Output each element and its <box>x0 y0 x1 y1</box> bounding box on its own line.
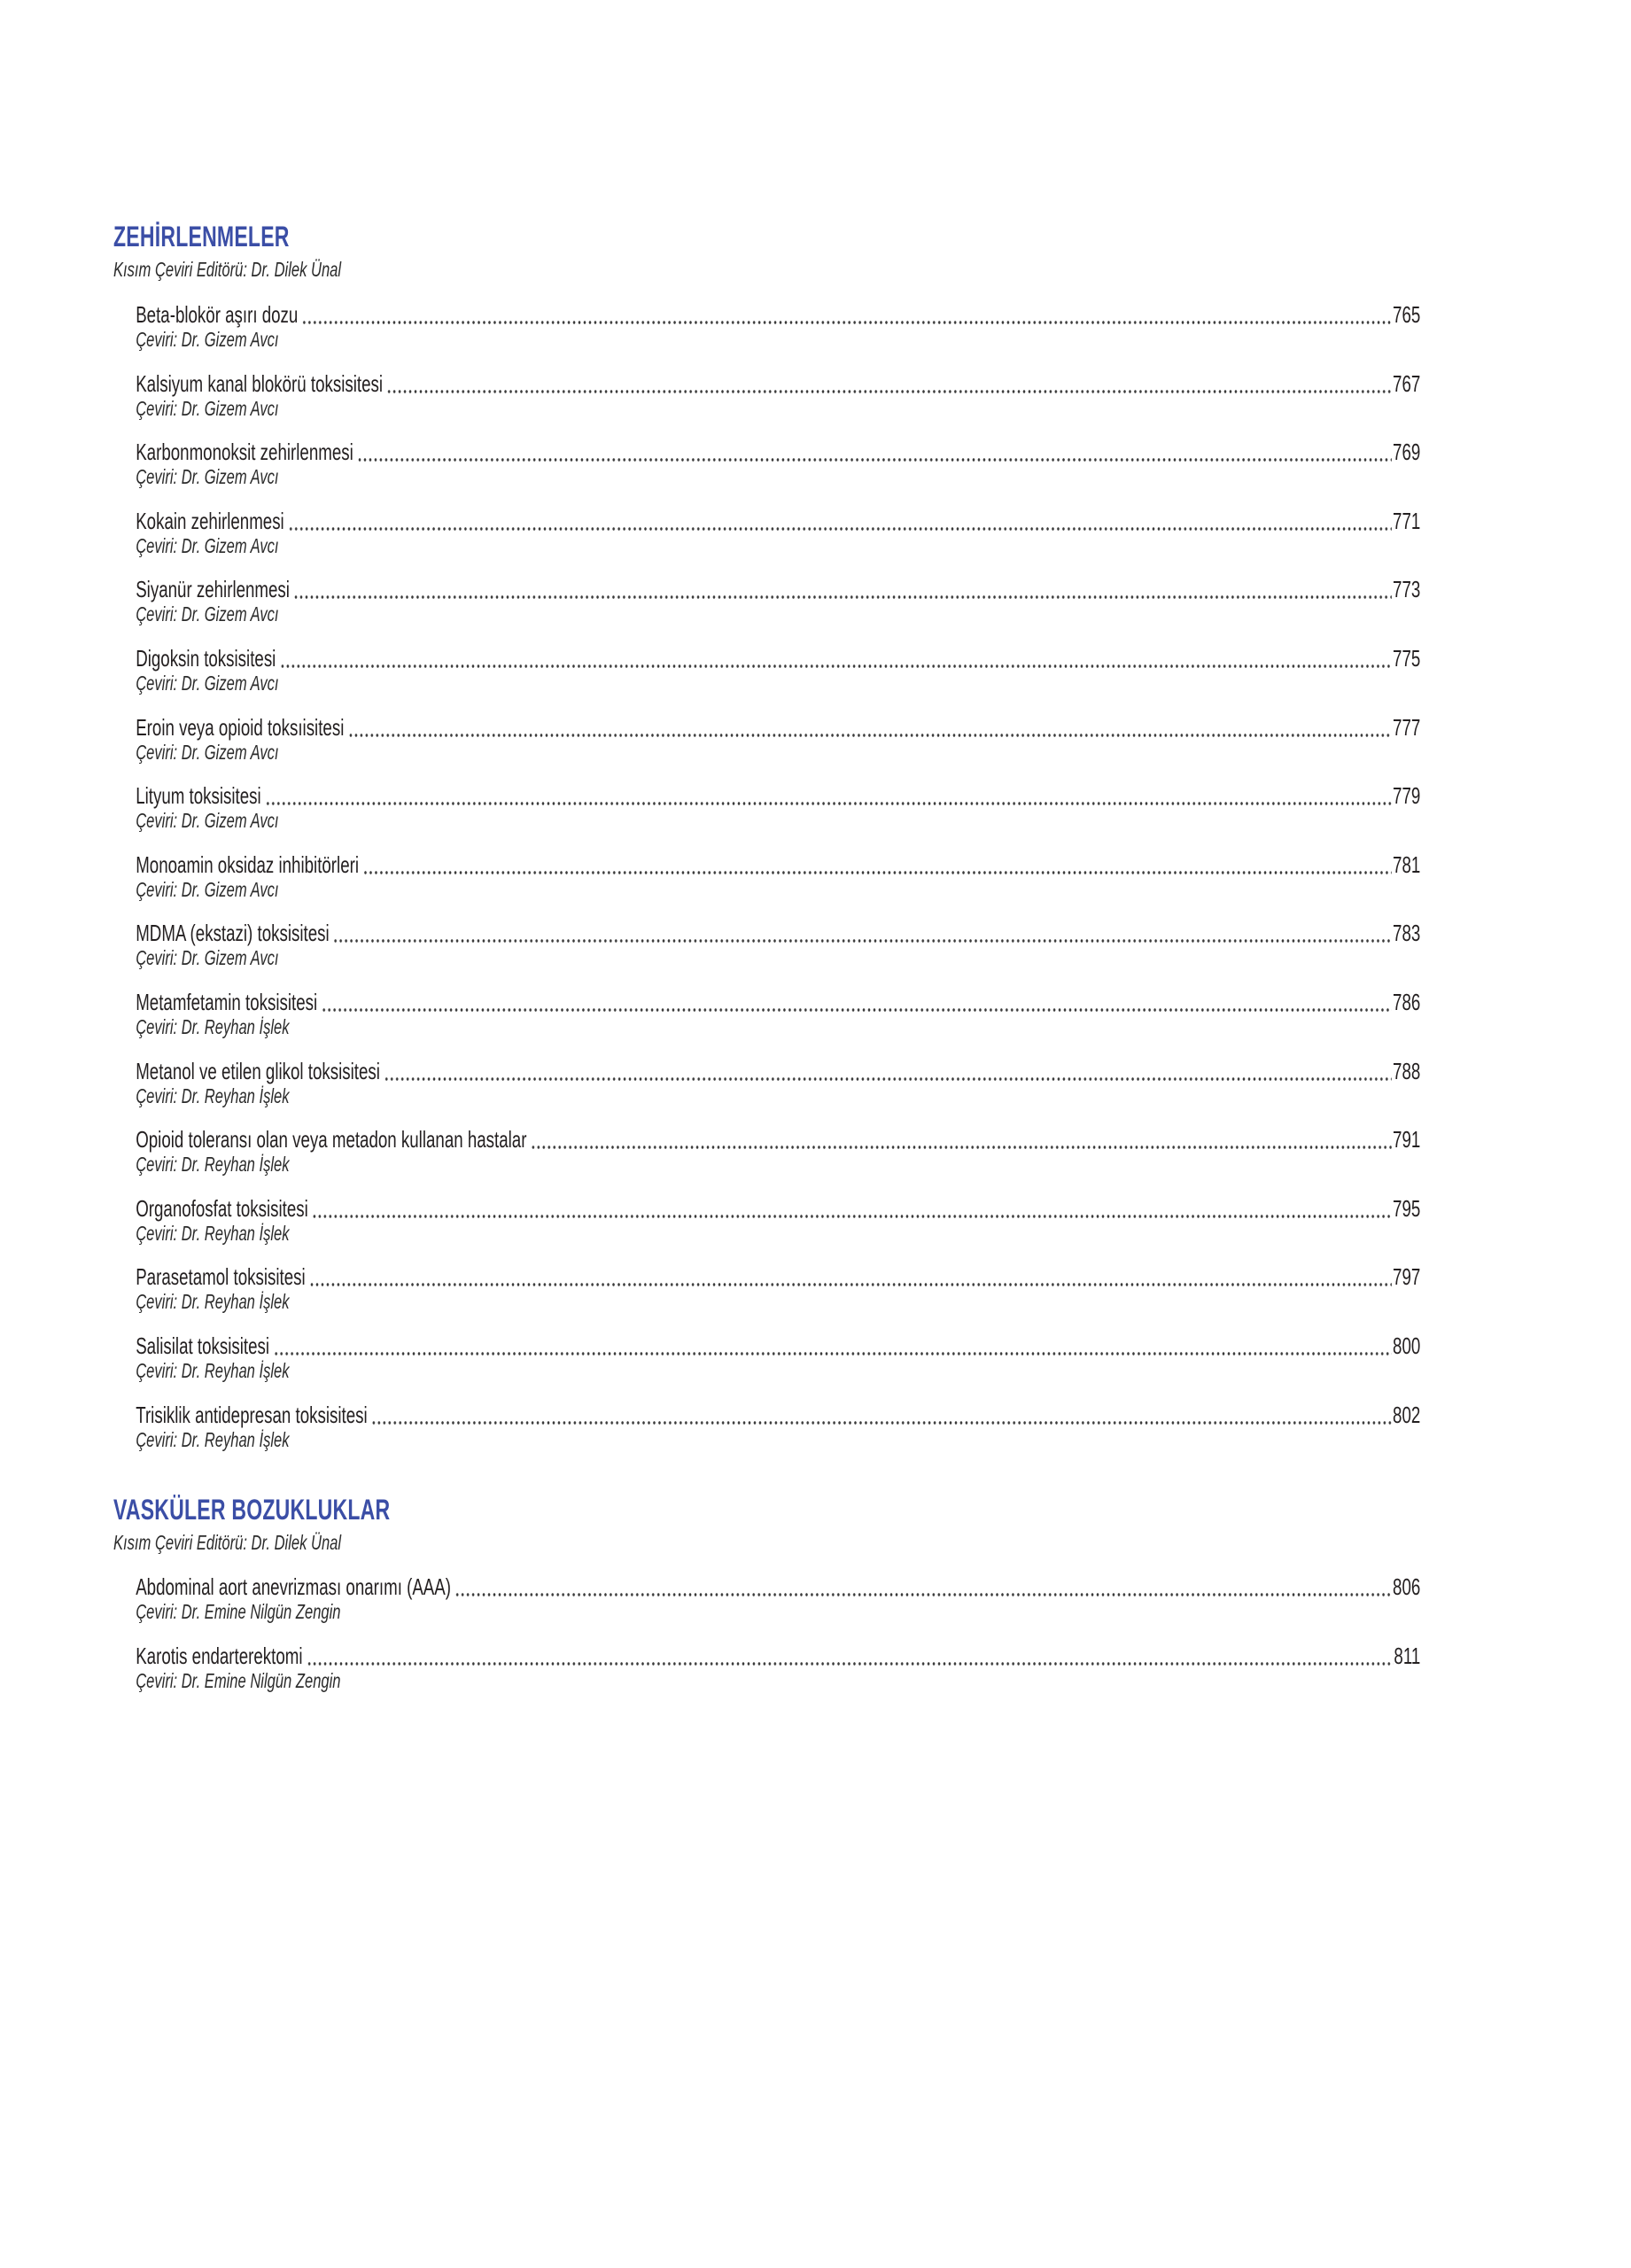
dot-leader <box>333 920 1392 946</box>
section-entries <box>136 1573 1420 1711</box>
entry-translator: Çeviri: Dr. Reyhan İşlek <box>136 1153 290 1177</box>
toc-entry[interactable] <box>136 1643 1420 1712</box>
toc-entry[interactable] <box>136 1263 1420 1332</box>
toc-entry[interactable] <box>136 1195 1420 1264</box>
toc-entry[interactable] <box>136 1332 1420 1402</box>
dot-leader <box>280 645 1392 672</box>
entry-page-number[interactable]: 788 <box>1393 1057 1421 1084</box>
dot-leader <box>371 1402 1392 1428</box>
entry-page-number[interactable]: 806 <box>1393 1573 1421 1600</box>
entry-page-number[interactable]: 786 <box>1393 988 1421 1015</box>
entry-title[interactable]: Parasetamol toksisitesi <box>136 1263 306 1291</box>
entry-translator: Çeviri: Dr. Emine Nilgün Zengin <box>136 1600 341 1623</box>
entry-page-number[interactable]: 777 <box>1393 713 1421 741</box>
dot-leader <box>309 1263 1392 1290</box>
entry-translator: Çeviri: Dr. Gizem Avcı <box>136 465 279 489</box>
toc-entry[interactable] <box>136 1573 1420 1643</box>
entry-title[interactable]: Monoamin oksidaz inhibitörleri <box>136 850 359 878</box>
dot-leader <box>293 576 1391 602</box>
section-title-zehirlenmeler: ZEHİRLENMELER <box>113 221 290 252</box>
entry-translator: Çeviri: Dr. Gizem Avcı <box>136 877 279 901</box>
toc-entry-row[interactable] <box>136 576 1420 602</box>
entry-page-number[interactable]: 773 <box>1393 576 1421 603</box>
entry-title[interactable]: Digoksin toksisitesi <box>136 644 276 672</box>
toc-entry-row[interactable] <box>136 851 1420 878</box>
toc-entry[interactable] <box>136 1058 1420 1127</box>
entry-page-number[interactable]: 767 <box>1393 369 1421 397</box>
entry-translator: Çeviri: Dr. Gizem Avcı <box>136 671 279 695</box>
dot-leader <box>357 439 1392 465</box>
toc-entry-row[interactable] <box>136 1195 1420 1222</box>
toc-entry[interactable] <box>136 1402 1420 1471</box>
toc-entry-row[interactable] <box>136 714 1420 741</box>
toc-entry[interactable] <box>136 851 1420 920</box>
entry-title[interactable]: Lityum toksisitesi <box>136 782 261 810</box>
entry-page-number[interactable]: 797 <box>1393 1263 1421 1291</box>
entry-title[interactable]: Abdominal aort anevrizması onarımı (AAA) <box>136 1573 452 1600</box>
toc-entry-row[interactable] <box>136 989 1420 1015</box>
entry-page-number[interactable]: 765 <box>1393 301 1421 328</box>
entry-page-number[interactable]: 811 <box>1394 1642 1421 1669</box>
entry-title[interactable]: Siyanür zehirlenmesi <box>136 576 290 603</box>
section-editor: Kısım Çeviri Editörü: Dr. Dilek Ünal <box>113 1531 342 1554</box>
toc-entry[interactable] <box>136 714 1420 783</box>
entry-page-number[interactable]: 802 <box>1393 1401 1421 1428</box>
dot-leader <box>273 1332 1391 1359</box>
entry-translator: Çeviri: Dr. Reyhan İşlek <box>136 1221 290 1245</box>
toc-entry-row[interactable] <box>136 1263 1420 1290</box>
entry-translator: Çeviri: Dr. Gizem Avcı <box>136 396 279 420</box>
entry-title[interactable]: Kokain zehirlenmesi <box>136 507 284 534</box>
toc-entry-row[interactable] <box>136 1573 1420 1600</box>
dot-leader <box>307 1643 1393 1669</box>
dot-leader <box>384 1058 1391 1084</box>
dot-leader <box>312 1195 1392 1222</box>
toc-entry[interactable] <box>136 989 1420 1058</box>
toc-entry-row[interactable] <box>136 1402 1420 1428</box>
entry-translator: Çeviri: Dr. Gizem Avcı <box>136 740 279 764</box>
entry-title[interactable]: Eroin veya opioid toksıisitesi <box>136 713 345 741</box>
entry-translator: Çeviri: Dr. Reyhan İşlek <box>136 1427 290 1451</box>
entry-translator: Çeviri: Dr. Reyhan İşlek <box>136 1290 290 1314</box>
toc-entry-row[interactable] <box>136 1332 1420 1359</box>
toc-entry[interactable] <box>136 370 1420 439</box>
dot-leader <box>288 508 1392 534</box>
toc-entry-row[interactable] <box>136 645 1420 672</box>
toc-entry[interactable] <box>136 1126 1420 1195</box>
toc-entry[interactable] <box>136 920 1420 989</box>
toc-entry[interactable] <box>136 576 1420 645</box>
dot-leader <box>454 1573 1391 1600</box>
entry-translator: Çeviri: Dr. Reyhan İşlek <box>136 1014 290 1038</box>
entry-title[interactable]: Opioid toleransı olan veya metadon kullanan hastalar <box>136 1126 527 1153</box>
entry-translator: Çeviri: Dr. Emine Nilgün Zengin <box>136 1668 341 1692</box>
toc-entry-row[interactable] <box>136 370 1420 397</box>
toc-entry-row[interactable] <box>136 1126 1420 1153</box>
entry-translator: Çeviri: Dr. Gizem Avcı <box>136 809 279 833</box>
toc-entry[interactable] <box>136 508 1420 577</box>
toc-entry[interactable] <box>136 645 1420 714</box>
entry-page-number[interactable]: 791 <box>1393 1126 1421 1153</box>
toc-entry[interactable] <box>136 782 1420 851</box>
entry-page-number[interactable]: 800 <box>1393 1332 1421 1359</box>
entry-title[interactable]: Organofosfat toksisitesi <box>136 1194 308 1222</box>
entry-title[interactable]: Karotis endarterektomi <box>136 1642 303 1669</box>
entry-page-number[interactable]: 781 <box>1393 850 1421 878</box>
section-editor: Kısım Çeviri Editörü: Dr. Dilek Ünal <box>113 258 342 281</box>
entry-translator: Çeviri: Dr. Reyhan İşlek <box>136 1084 290 1107</box>
toc-entry-row[interactable] <box>136 782 1420 809</box>
toc-entry[interactable] <box>136 301 1420 370</box>
entry-translator: Çeviri: Dr. Gizem Avcı <box>136 328 279 351</box>
dot-leader <box>348 714 1392 741</box>
entry-title[interactable]: Metanol ve etilen glikol toksisitesi <box>136 1057 380 1084</box>
entry-page-number[interactable]: 795 <box>1393 1194 1421 1222</box>
toc-entry-row[interactable] <box>136 508 1420 534</box>
entry-title[interactable]: Metamfetamin toksisitesi <box>136 988 318 1015</box>
toc-entry-row[interactable] <box>136 1058 1420 1084</box>
entry-page-number[interactable]: 779 <box>1393 782 1421 810</box>
toc-content <box>113 0 1420 2268</box>
entry-title[interactable]: Karbonmonoksit zehirlenmesi <box>136 439 353 466</box>
entry-page-number[interactable]: 771 <box>1393 507 1421 534</box>
toc-entry-row[interactable] <box>136 920 1420 946</box>
entry-translator: Çeviri: Dr. Reyhan İşlek <box>136 1358 290 1382</box>
dot-leader <box>531 1126 1392 1153</box>
entry-title[interactable]: MDMA (ekstazi) toksisitesi <box>136 920 330 947</box>
entry-title[interactable]: Beta-blokör aşırı dozu <box>136 301 299 328</box>
section-title-vaskuler-bozukluklar: VASKÜLER BOZUKLUKLAR <box>113 1494 391 1526</box>
entry-title[interactable]: Kalsiyum kanal blokörü toksisitesi <box>136 369 384 397</box>
entry-title[interactable]: Trisiklik antidepresan toksisitesi <box>136 1401 368 1428</box>
toc-entry[interactable] <box>136 439 1420 508</box>
entry-translator: Çeviri: Dr. Gizem Avcı <box>136 533 279 557</box>
section-entries <box>136 301 1420 1470</box>
entry-translator: Çeviri: Dr. Gizem Avcı <box>136 602 279 626</box>
toc-entry-row[interactable] <box>136 301 1420 328</box>
entry-page-number[interactable]: 783 <box>1393 920 1421 947</box>
entry-page-number[interactable]: 775 <box>1393 644 1421 672</box>
entry-translator: Çeviri: Dr. Gizem Avcı <box>136 946 279 970</box>
dot-leader <box>362 851 1391 878</box>
entry-page-number[interactable]: 769 <box>1393 439 1421 466</box>
toc-entry-row[interactable] <box>136 439 1420 465</box>
dot-leader <box>386 370 1391 397</box>
entry-title[interactable]: Salisilat toksisitesi <box>136 1332 270 1359</box>
dot-leader <box>321 989 1391 1015</box>
dot-leader <box>302 301 1392 328</box>
dot-leader <box>265 782 1392 809</box>
toc-entry-row[interactable] <box>136 1643 1420 1669</box>
